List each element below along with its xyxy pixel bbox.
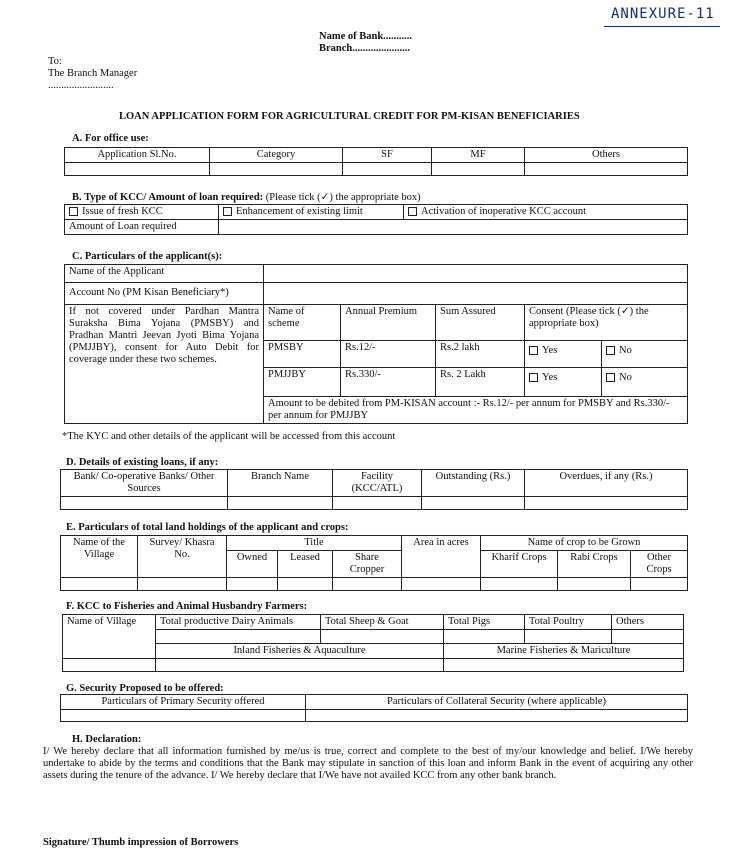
cell[interactable] (61, 578, 138, 591)
col-kharif: Kharif Crops (481, 551, 558, 578)
cell[interactable] (432, 163, 525, 176)
section-h-heading: H. Declaration: (72, 734, 142, 745)
kcc-type-table (64, 204, 688, 235)
option-fresh-kcc[interactable]: Issue of fresh KCC (65, 205, 219, 220)
branch-field: Branch...................... (319, 43, 411, 54)
col-area: Area in acres (402, 536, 481, 578)
cell[interactable] (422, 497, 525, 510)
checkbox-icon[interactable] (529, 373, 538, 382)
section-g-heading: G. Security Proposed to be offered: (66, 683, 224, 694)
cell[interactable] (612, 630, 684, 644)
account-no-input[interactable] (264, 283, 688, 305)
existing-loans-table (60, 469, 688, 510)
cell[interactable] (333, 578, 402, 591)
cell[interactable] (61, 497, 228, 510)
col-mf: MF (432, 148, 525, 163)
col-scheme: Name of scheme (264, 305, 341, 341)
cell[interactable] (228, 497, 333, 510)
option-enhancement[interactable]: Enhancement of existing limit (219, 205, 404, 220)
col-application-no: Application Sl.No. (65, 148, 210, 163)
col-others: Others (525, 148, 688, 163)
col-survey: Survey/ Khasra No. (138, 536, 227, 578)
cell[interactable] (444, 630, 525, 644)
no-option[interactable]: No (602, 341, 636, 367)
col-sheep-goat: Total Sheep & Goat (321, 615, 444, 630)
cell[interactable] (481, 578, 558, 591)
section-a-heading: A. For office use: (72, 133, 149, 144)
section-d-heading: D. Details of existing loans, if any: (66, 457, 219, 468)
cell[interactable] (63, 659, 156, 672)
applicant-table (64, 264, 688, 424)
cell[interactable] (525, 630, 612, 644)
cell[interactable] (61, 710, 306, 722)
premium-pmsby: Rs.12/- (341, 341, 436, 368)
security-table (60, 694, 688, 722)
col-dairy: Total productive Dairy Animals (156, 615, 321, 630)
checkbox-icon[interactable] (529, 346, 538, 355)
col-poultry: Total Poultry (525, 615, 612, 630)
sum-pmjjby: Rs. 2 Lakh (436, 368, 525, 397)
to-label: To: (48, 56, 62, 67)
consent-pmjjby (525, 368, 688, 397)
col-rabi: Rabi Crops (558, 551, 631, 578)
kyc-footnote: *The KYC and other details of the applicant will be accessed from this account (62, 431, 396, 442)
cell[interactable] (444, 659, 684, 672)
col-owned: Owned (227, 551, 278, 578)
checkbox-icon[interactable] (223, 207, 232, 216)
consent-pmsby (525, 341, 688, 368)
scheme-pmjjby: PMJJBY (264, 368, 341, 397)
cell[interactable] (402, 578, 481, 591)
section-b-heading: B. Type of KCC/ Amount of loan required: (Please tick (✓) the appropriate box) (72, 192, 421, 203)
col-sum-assured: Sum Assured (436, 305, 525, 341)
col-village: Name of Village (63, 615, 156, 659)
col-share-cropper: Share Cropper (333, 551, 402, 578)
cell[interactable] (333, 497, 422, 510)
consent-text: If not covered under Pardhan Mantra Suraksha Bima Yojana (PMSBY) and Pradhan Mantri Jeevan Jyoti Bima Yojana (PMJJBY), consent for Auto Debit for coverage under these two schemes. (65, 305, 264, 424)
checkbox-icon[interactable] (606, 373, 615, 382)
col-consent: Consent (Please tick (✓) the appropriate box) (525, 305, 688, 341)
cell[interactable] (65, 163, 210, 176)
signature-label: Signature/ Thumb impression of Borrowers (43, 837, 239, 848)
col-overdues: Overdues, if any (Rs.) (525, 470, 688, 497)
col-other-crops: Other Crops (631, 551, 688, 578)
bank-name-field: Name of Bank........... (319, 31, 413, 42)
cell[interactable] (558, 578, 631, 591)
annexure-underline (604, 26, 720, 27)
amount-label: Amount of Loan required (65, 220, 219, 235)
cell[interactable] (525, 497, 688, 510)
col-facility: Facility (KCC/ATL) (333, 470, 422, 497)
option-activation[interactable]: Activation of inoperative KCC account (404, 205, 688, 220)
amount-input[interactable] (219, 220, 688, 235)
section-e-heading: E. Particulars of total land holdings of the applicant and crops: (66, 522, 349, 533)
col-leased: Leased (278, 551, 333, 578)
cell[interactable] (138, 578, 227, 591)
declaration-text: I/ We hereby declare that all information furnished by me/us is true, correct and complete to the best of my/our knowledge and belief. I/We hereby undertake to abide by the terms and conditions that the Bank may stipulate in sanction of this loan and inform Bank in the event of acquiring any other assets during the tenure of the advance. I/ We hereby declare that I/We have not availed KCC from any other bank branch. (43, 746, 693, 781)
scheme-pmsby: PMSBY (264, 341, 341, 368)
section-c-heading: C. Particulars of the applicant(s): (72, 251, 223, 262)
col-category: Category (210, 148, 343, 163)
land-holdings-table (60, 535, 688, 591)
checkbox-icon[interactable] (69, 207, 78, 216)
col-primary-security: Particulars of Primary Security offered (61, 695, 306, 710)
col-title: Title (227, 536, 402, 551)
fisheries-table (62, 614, 684, 672)
cell[interactable] (321, 630, 444, 644)
section-f-heading: F. KCC to Fisheries and Animal Husbandry Farmers: (66, 601, 308, 612)
account-no-label: Account No (PM Kisan Beneficiary*) (65, 283, 264, 305)
checkbox-icon[interactable] (408, 207, 417, 216)
col-marine-fisheries: Marine Fisheries & Mariculture (444, 644, 684, 659)
col-collateral-security: Particulars of Collateral Security (where applicable) (306, 695, 688, 710)
checkbox-icon[interactable] (606, 346, 615, 355)
yes-option[interactable]: Yes (525, 368, 602, 396)
cell[interactable] (343, 163, 432, 176)
cell[interactable] (156, 659, 444, 672)
col-outstanding: Outstanding (Rs.) (422, 470, 525, 497)
applicant-name-label: Name of the Applicant (65, 265, 264, 283)
amount-debited-note: Amount to be debited from PM-KISAN account :- Rs.12/- per annum for PMSBY and Rs.330/- per annum for PMJJBY (264, 397, 688, 424)
no-option[interactable]: No (602, 368, 636, 396)
col-village: Name of the Village (61, 536, 138, 578)
yes-option[interactable]: Yes (525, 341, 602, 367)
branch-manager-label: The Branch Manager (48, 68, 138, 79)
col-sf: SF (343, 148, 432, 163)
col-bank: Bank/ Co-operative Banks/ Other Sources (61, 470, 228, 497)
form-title: LOAN APPLICATION FORM FOR AGRICULTURAL CREDIT FOR PM-KISAN BENEFICIARIES (119, 111, 580, 122)
applicant-name-input[interactable] (264, 265, 688, 283)
annexure-label: ANNEXURE-11 (611, 6, 715, 22)
col-premium: Annual Premium (341, 305, 436, 341)
cell[interactable] (227, 578, 278, 591)
cell[interactable] (278, 578, 333, 591)
office-use-table (64, 147, 688, 176)
cell[interactable] (631, 578, 688, 591)
col-crop: Name of crop to be Grown (481, 536, 688, 551)
col-inland-fisheries: Inland Fisheries & Aquaculture (156, 644, 444, 659)
cell[interactable] (306, 710, 688, 722)
premium-pmjjby: Rs.330/- (341, 368, 436, 397)
cell[interactable] (156, 630, 321, 644)
cell[interactable] (210, 163, 343, 176)
col-branch: Branch Name (228, 470, 333, 497)
col-others: Others (612, 615, 684, 630)
address-dots: ......................... (48, 80, 114, 91)
cell[interactable] (525, 163, 688, 176)
sum-pmsby: Rs.2 lakh (436, 341, 525, 368)
col-pigs: Total Pigs (444, 615, 525, 630)
